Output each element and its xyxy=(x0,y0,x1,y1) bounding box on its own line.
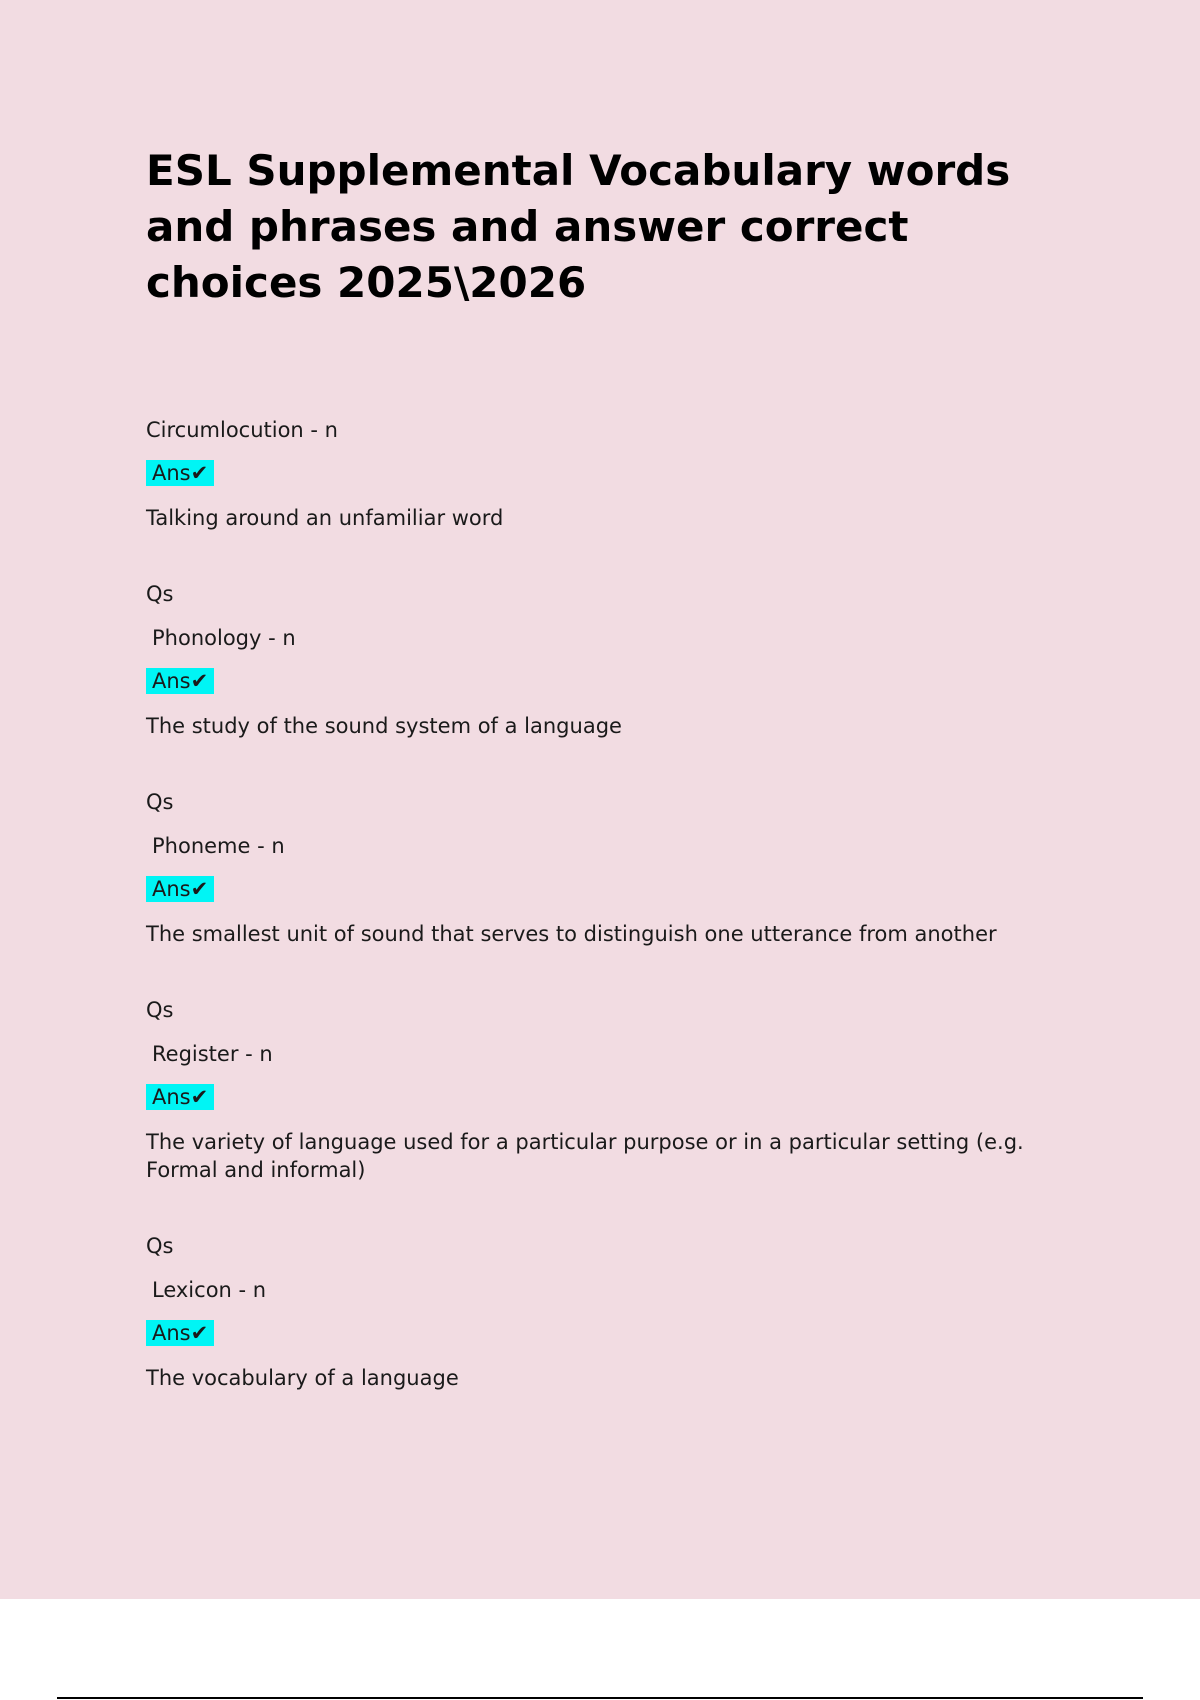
vocabulary-item xyxy=(146,996,1086,1184)
definition: Talking around an unfamiliar word xyxy=(146,506,504,530)
answer-label: Ans✔ xyxy=(146,1084,214,1110)
term: Phoneme - n xyxy=(152,834,285,858)
vocabulary-item xyxy=(146,1232,1086,1392)
vocabulary-item xyxy=(146,416,1086,532)
vocabulary-item xyxy=(146,788,1086,948)
definition: The smallest unit of sound that serves to distinguish one utterance from another xyxy=(146,922,997,946)
answer-label: Ans✔ xyxy=(146,876,214,902)
vocabulary-list xyxy=(146,416,1086,1392)
vocabulary-item xyxy=(146,580,1086,740)
question-label: Qs xyxy=(146,1234,174,1258)
term: Register - n xyxy=(152,1042,273,1066)
term: Lexicon - n xyxy=(152,1278,267,1302)
question-label: Qs xyxy=(146,582,174,606)
footer-divider xyxy=(57,1697,1143,1699)
definition: The study of the sound system of a language xyxy=(146,714,622,738)
document-content xyxy=(146,143,1086,1392)
answer-label: Ans✔ xyxy=(146,1320,214,1346)
term: Circumlocution - n xyxy=(146,418,338,442)
term: Phonology - n xyxy=(152,626,296,650)
question-label: Qs xyxy=(146,790,174,814)
definition: The variety of language used for a particular purpose or in a particular setting (e.g. Formal and informal) xyxy=(146,1130,1024,1182)
document-title: ESL Supplemental Vocabulary words and phrases and answer correct choices 2025\2026 xyxy=(146,146,1011,307)
answer-label: Ans✔ xyxy=(146,460,214,486)
answer-label: Ans✔ xyxy=(146,668,214,694)
definition: The vocabulary of a language xyxy=(146,1366,459,1390)
question-label: Qs xyxy=(146,998,174,1022)
